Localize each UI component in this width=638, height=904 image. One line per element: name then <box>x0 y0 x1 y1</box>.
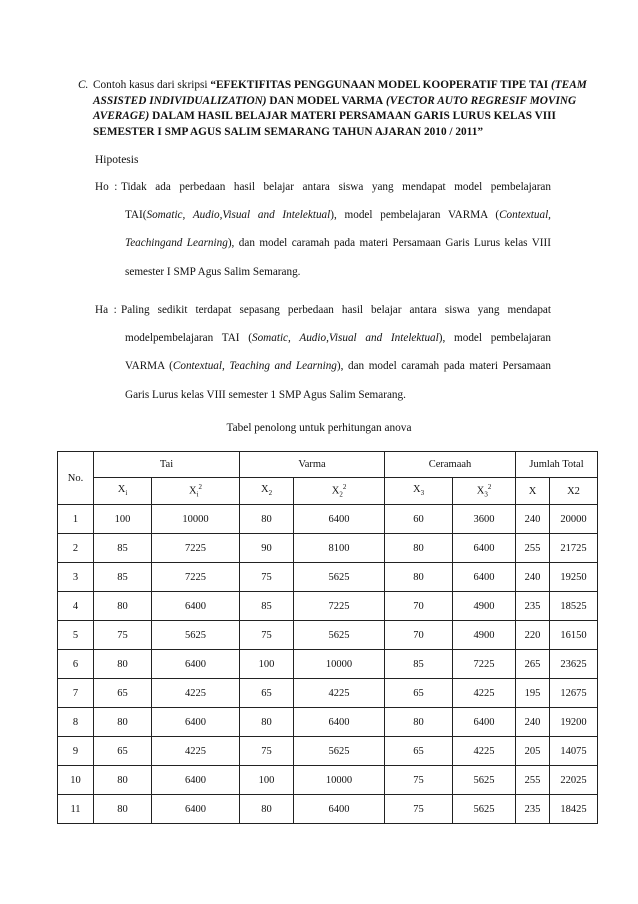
ho-label: Ho : <box>95 181 118 193</box>
ha-part2: ), model pembelajaran VARMA ( <box>125 332 551 373</box>
table-cell: 85 <box>385 650 453 679</box>
ha-italic2: Contextual, Teaching and Learning <box>172 360 337 373</box>
table-row <box>58 534 598 563</box>
table-cell: 85 <box>240 592 294 621</box>
row-number-cell: 5 <box>58 621 94 650</box>
table-cell: 6400 <box>453 534 516 563</box>
table-cell: 3600 <box>453 505 516 534</box>
table-cell: 90 <box>240 534 294 563</box>
table-cell: 75 <box>94 621 152 650</box>
table-cell: 75 <box>385 795 453 824</box>
table-row <box>58 795 598 824</box>
table-cell: 5625 <box>453 795 516 824</box>
header-group-varma: Varma <box>240 452 385 478</box>
table-caption: Tabel penolong untuk perhitungan anova <box>226 422 412 434</box>
table-cell: 65 <box>94 737 152 766</box>
thesis-title-part2: DAN MODEL VARMA <box>269 94 384 107</box>
table-cell: 6400 <box>152 708 240 737</box>
table-row <box>58 679 598 708</box>
table-cell: 240 <box>516 505 550 534</box>
table-cell: 6400 <box>294 795 385 824</box>
table-cell: 60 <box>385 505 453 534</box>
hypothesis-ha <box>95 296 551 409</box>
table-cell: 235 <box>516 795 550 824</box>
table-row <box>58 592 598 621</box>
header-x3: $X_3$ <box>385 478 453 505</box>
table-cell: 7225 <box>152 534 240 563</box>
table-cell: 80 <box>385 534 453 563</box>
table-cell: 100 <box>94 505 152 534</box>
table-cell: 14075 <box>550 737 598 766</box>
table-cell: 80 <box>94 795 152 824</box>
table-cell: 21725 <box>550 534 598 563</box>
row-number-cell: 9 <box>58 737 94 766</box>
ha-text <box>121 296 551 409</box>
table-cell: 4225 <box>453 679 516 708</box>
table-cell: 65 <box>385 679 453 708</box>
table-cell: 22025 <box>550 766 598 795</box>
header-x2-squared: $X_2^2$ <box>294 478 385 505</box>
ha-label: Ha : <box>95 304 117 316</box>
table-body <box>58 505 598 824</box>
table-cell: 5625 <box>294 563 385 592</box>
table-cell: 65 <box>385 737 453 766</box>
row-number-cell: 3 <box>58 563 94 592</box>
thesis-title-italic1: (TEAM ASSISTED INDIVIDUALIZATION) <box>93 79 587 107</box>
table-cell: 18425 <box>550 795 598 824</box>
table-cell: 70 <box>385 621 453 650</box>
table-row <box>58 505 598 534</box>
table-cell: 5625 <box>294 621 385 650</box>
table-cell: 75 <box>240 621 294 650</box>
table-cell: 80 <box>94 650 152 679</box>
header-x1-squared: $X_i^2$ <box>152 478 240 505</box>
table-cell: 80 <box>240 708 294 737</box>
table-cell: 6400 <box>152 592 240 621</box>
hypothesis-ho <box>95 173 551 286</box>
table-row <box>58 563 598 592</box>
table-cell: 65 <box>94 679 152 708</box>
table-cell: 23625 <box>550 650 598 679</box>
table-cell: 255 <box>516 766 550 795</box>
table-cell: 75 <box>240 563 294 592</box>
ho-italic2: Contextual, Teachingand Learning <box>125 209 551 250</box>
table-cell: 6400 <box>152 766 240 795</box>
table-cell: 19250 <box>550 563 598 592</box>
header-group-tai: Tai <box>94 452 240 478</box>
table-header-columns <box>58 478 598 505</box>
ho-part2: ), model pembelajaran VARMA ( <box>330 209 500 222</box>
table-cell: 240 <box>516 563 550 592</box>
row-number-cell: 1 <box>58 505 94 534</box>
section-letter: C. <box>78 79 89 91</box>
row-number-cell: 11 <box>58 795 94 824</box>
table-cell: 265 <box>516 650 550 679</box>
table-cell: 235 <box>516 592 550 621</box>
table-cell: 80 <box>94 766 152 795</box>
section-c <box>78 78 598 140</box>
table-cell: 4225 <box>152 737 240 766</box>
table-cell: 4225 <box>294 679 385 708</box>
thesis-title-part3: DALAM HASIL BELAJAR MATERI PERSAMAAN GARIS LURUS KELAS VIII SEMESTER I SMP AGUS SALIM SEMARANG TAHUN AJARAN 2010 / 2011” <box>93 110 556 138</box>
table-row <box>58 621 598 650</box>
table-cell: 8100 <box>294 534 385 563</box>
anova-table <box>57 451 598 824</box>
table-cell: 80 <box>240 505 294 534</box>
table-cell: 7225 <box>453 650 516 679</box>
table-cell: 65 <box>240 679 294 708</box>
header-x-total: X <box>516 478 550 505</box>
table-header-groups <box>58 452 598 478</box>
table-cell: 75 <box>385 766 453 795</box>
section-heading <box>93 78 598 140</box>
table-cell: 18525 <box>550 592 598 621</box>
ha-part3: ), dan model caramah pada materi Persamaan Garis Lurus kelas VIII semester 1 SMP Agus Salim Semarang. <box>125 360 551 401</box>
table-cell: 240 <box>516 708 550 737</box>
header-no: No. <box>58 452 94 505</box>
table-row <box>58 708 598 737</box>
table-cell: 6400 <box>294 505 385 534</box>
table-cell: 80 <box>385 708 453 737</box>
ho-line1: Tidak ada perbedaan hasil belajar antara siswa yang mendapat model pembelajaran <box>121 181 551 193</box>
table-cell: 4225 <box>152 679 240 708</box>
header-x3-squared: $X_3^2$ <box>453 478 516 505</box>
table-cell: 255 <box>516 534 550 563</box>
table-cell: 7225 <box>294 592 385 621</box>
hipotesis-label: Hipotesis <box>95 154 139 166</box>
table-cell: 100 <box>240 650 294 679</box>
ha-part1: modelpembelajaran TAI ( <box>125 332 252 345</box>
table-cell: 10000 <box>294 766 385 795</box>
table-cell: 19200 <box>550 708 598 737</box>
table-cell: 85 <box>94 563 152 592</box>
table-row <box>58 737 598 766</box>
ho-part1: TAI( <box>125 209 147 222</box>
table-cell: 5625 <box>453 766 516 795</box>
table-cell: 7225 <box>152 563 240 592</box>
row-number-cell: 2 <box>58 534 94 563</box>
table-row <box>58 650 598 679</box>
table-cell: 12675 <box>550 679 598 708</box>
table-cell: 10000 <box>294 650 385 679</box>
section-intro: Contoh kasus dari skripsi <box>93 79 208 91</box>
row-number-cell: 10 <box>58 766 94 795</box>
thesis-title-italic2: (VECTOR AUTO REGRESIF MOVING AVERAGE) <box>93 94 577 122</box>
row-number-cell: 7 <box>58 679 94 708</box>
table-cell: 4225 <box>453 737 516 766</box>
table-cell: 85 <box>94 534 152 563</box>
row-number-cell: 8 <box>58 708 94 737</box>
table-cell: 100 <box>240 766 294 795</box>
table-cell: 75 <box>240 737 294 766</box>
ho-italic1: Somatic, Audio,Visual and Intelektual <box>146 209 331 222</box>
table-cell: 70 <box>385 592 453 621</box>
table-cell: 80 <box>240 795 294 824</box>
table-row <box>58 766 598 795</box>
table-cell: 20000 <box>550 505 598 534</box>
table-cell: 5625 <box>294 737 385 766</box>
ho-part3: ), dan model caramah pada materi Persamaan Garis Lurus kelas VIII semester I SMP Agus Salim Semarang. <box>125 237 551 278</box>
table-cell: 6400 <box>453 708 516 737</box>
table-cell: 220 <box>516 621 550 650</box>
row-number-cell: 6 <box>58 650 94 679</box>
table-cell: 10000 <box>152 505 240 534</box>
ho-text <box>121 173 551 286</box>
row-number-cell: 4 <box>58 592 94 621</box>
table-cell: 80 <box>94 592 152 621</box>
table-cell: 205 <box>516 737 550 766</box>
table-cell: 6400 <box>152 795 240 824</box>
ha-line1: Paling sedikit terdapat sepasang perbedaan hasil belajar antara siswa yang mendapat <box>121 304 551 316</box>
table-cell: 4900 <box>453 621 516 650</box>
header-x1: $X_i$ <box>94 478 152 505</box>
table-cell: 6400 <box>152 650 240 679</box>
thesis-title-part1: “EFEKTIFITAS PENGGUNAAN MODEL KOOPERATIF TIPE TAI <box>210 79 549 91</box>
table-cell: 6400 <box>453 563 516 592</box>
table-cell: 16150 <box>550 621 598 650</box>
table-cell: 4900 <box>453 592 516 621</box>
table-cell: 80 <box>94 708 152 737</box>
table-cell: 6400 <box>294 708 385 737</box>
header-x2: $X_2$ <box>240 478 294 505</box>
table-cell: 5625 <box>152 621 240 650</box>
header-group-jumlah-total: Jumlah Total <box>516 452 598 478</box>
table-cell: 195 <box>516 679 550 708</box>
header-x-squared-total: X2 <box>550 478 598 505</box>
table-cell: 80 <box>385 563 453 592</box>
header-group-ceramaah: Ceramaah <box>385 452 516 478</box>
ha-italic1: Somatic, Audio,Visual and Intelektual <box>251 332 439 345</box>
